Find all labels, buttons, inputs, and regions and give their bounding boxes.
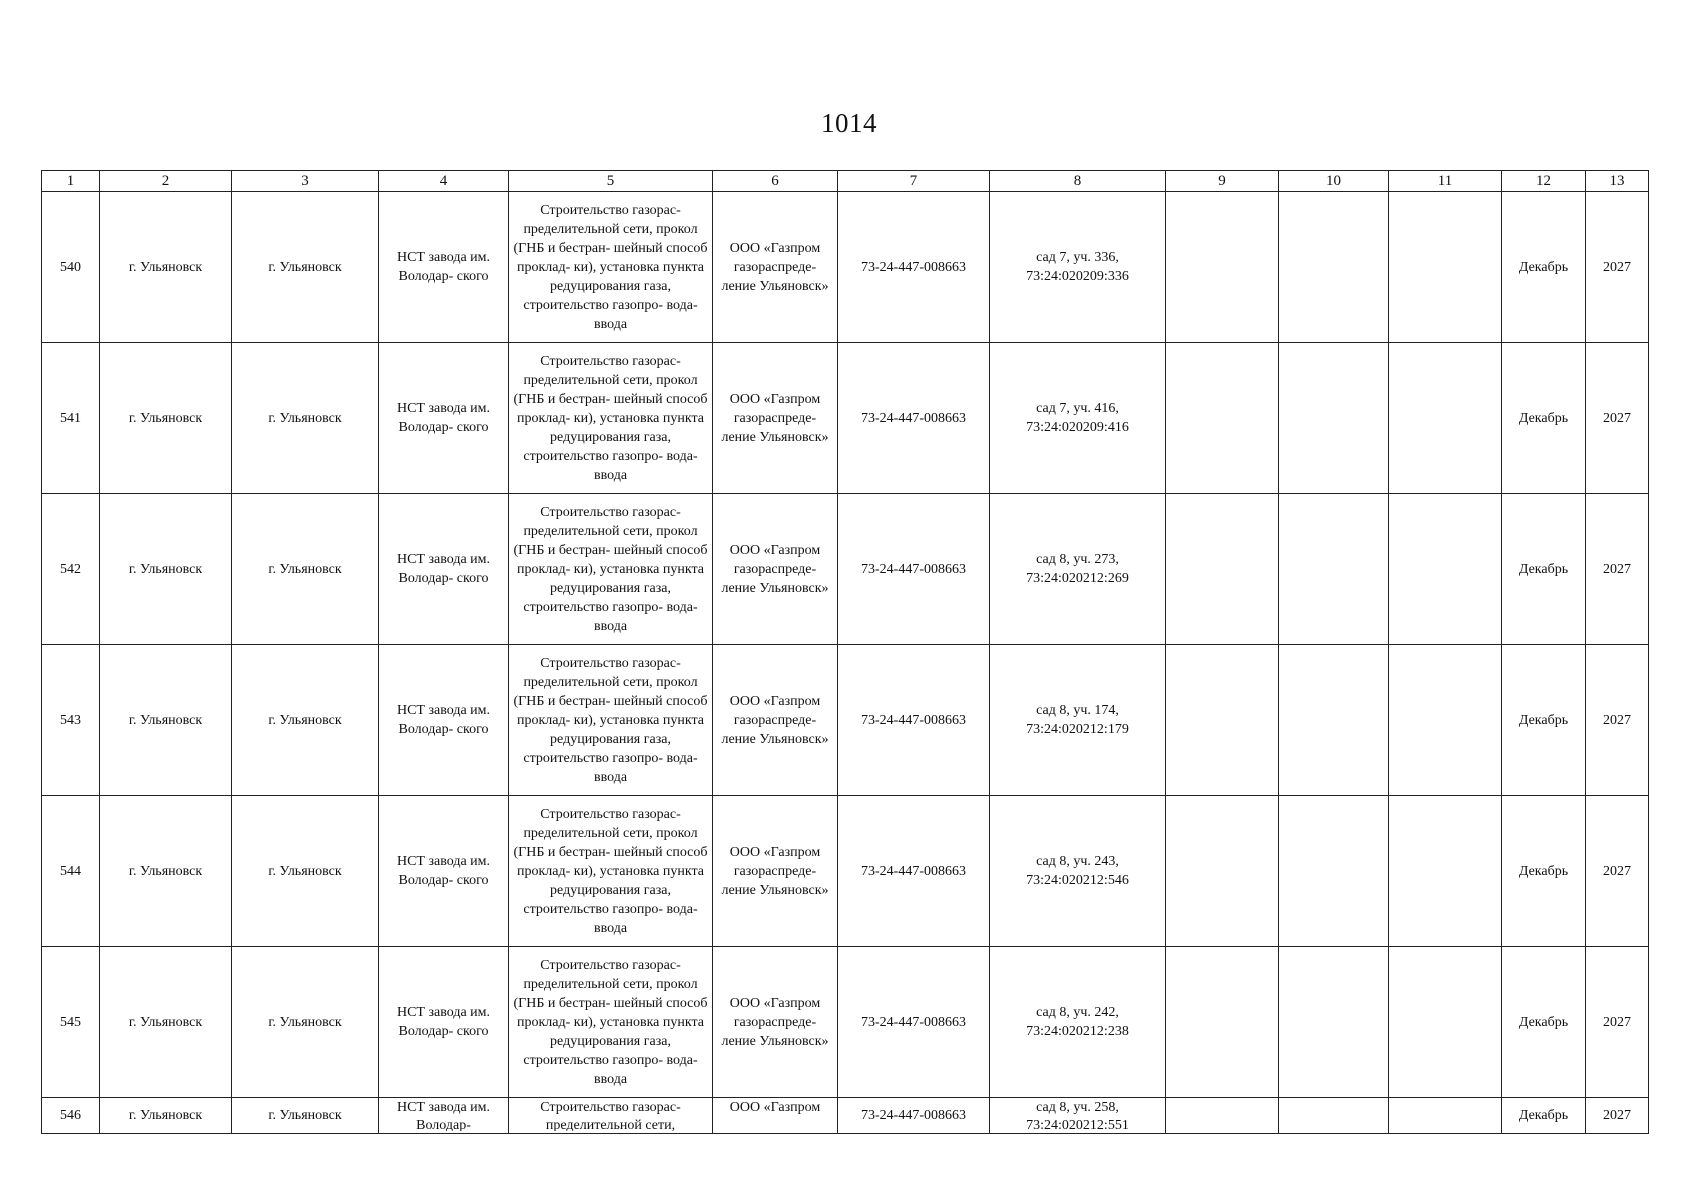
cell-empty — [1389, 192, 1502, 343]
cell-work-type: Строительство газорас- пределительной сети, прокол (ГНБ и бестран- шейный способ проклад- ки), установка пункта редуцирования газа, строительство газопро- вода-ввода — [509, 796, 713, 947]
cell-organization: ООО «Газпром газораспреде- ление Ульяновск» — [713, 494, 838, 645]
cell-month: Декабрь — [1502, 192, 1586, 343]
column-header: 1 — [42, 171, 100, 192]
column-header: 11 — [1389, 171, 1502, 192]
cell-month: Декабрь — [1502, 796, 1586, 947]
row-number: 543 — [42, 645, 100, 796]
cell-empty — [1279, 1098, 1389, 1134]
cell-code: 73-24-447-008663 — [838, 1098, 990, 1134]
cell-empty — [1166, 343, 1279, 494]
table-row — [42, 645, 1649, 796]
cell-settlement: НСТ завода им. Володар- ского — [379, 947, 509, 1098]
register-table — [41, 170, 1649, 1134]
cell-settlement: НСТ завода им. Володар- ского — [379, 796, 509, 947]
cell-address: сад 8, уч. 243, 73:24:020212:546 — [990, 796, 1166, 947]
column-header: 2 — [100, 171, 232, 192]
cell-organization: ООО «Газпром газораспреде- ление Ульяновск» — [713, 192, 838, 343]
cell-work-type: Строительство газорас- пределительной сети, прокол (ГНБ и бестран- шейный способ проклад- ки), установка пункта редуцирования газа, строительство газопро- вода-ввода — [509, 192, 713, 343]
cell-empty — [1166, 947, 1279, 1098]
row-number: 542 — [42, 494, 100, 645]
cell-code: 73-24-447-008663 — [838, 796, 990, 947]
column-header: 5 — [509, 171, 713, 192]
cell-settlement: НСТ завода им. Володар- ского — [379, 645, 509, 796]
page-number: 1014 — [821, 108, 877, 138]
cell-address: сад 8, уч. 273, 73:24:020212:269 — [990, 494, 1166, 645]
table-row — [42, 494, 1649, 645]
cell-work-type — [509, 1098, 713, 1134]
cell-district: г. Ульяновск — [232, 796, 379, 947]
cell-empty — [1389, 1098, 1502, 1134]
column-header: 13 — [1586, 171, 1649, 192]
cell-city: г. Ульяновск — [100, 1098, 232, 1134]
cell-month: Декабрь — [1502, 645, 1586, 796]
column-header: 9 — [1166, 171, 1279, 192]
cell-city: г. Ульяновск — [100, 947, 232, 1098]
cell-empty — [1279, 947, 1389, 1098]
table-row — [42, 192, 1649, 343]
cell-empty — [1166, 494, 1279, 645]
cell-month: Декабрь — [1502, 947, 1586, 1098]
cell-empty — [1279, 192, 1389, 343]
cell-settlement: НСТ завода им. Володар- ского — [379, 343, 509, 494]
cell-work-type: Строительство газорас- пределительной сети, прокол (ГНБ и бестран- шейный способ проклад- ки), установка пункта редуцирования газа, строительство газопро- вода-ввода — [509, 494, 713, 645]
cell-year: 2027 — [1586, 645, 1649, 796]
cell-code: 73-24-447-008663 — [838, 645, 990, 796]
cell-address: сад 7, уч. 336, 73:24:020209:336 — [990, 192, 1166, 343]
column-header: 6 — [713, 171, 838, 192]
cell-organization: ООО «Газпром газораспреде- ление Ульяновск» — [713, 796, 838, 947]
cell-empty — [1279, 343, 1389, 494]
column-header: 12 — [1502, 171, 1586, 192]
cell-address: сад 7, уч. 416, 73:24:020209:416 — [990, 343, 1166, 494]
column-header: 8 — [990, 171, 1166, 192]
cell-month: Декабрь — [1502, 343, 1586, 494]
cell-district: г. Ульяновск — [232, 645, 379, 796]
cell-city: г. Ульяновск — [100, 343, 232, 494]
cell-settlement — [379, 1098, 509, 1134]
cell-address: сад 8, уч. 174, 73:24:020212:179 — [990, 645, 1166, 796]
cell-district: г. Ульяновск — [232, 494, 379, 645]
cell-empty — [1166, 1098, 1279, 1134]
table-row-truncated — [42, 1098, 1649, 1134]
cell-city: г. Ульяновск — [100, 192, 232, 343]
cell-city: г. Ульяновск — [100, 494, 232, 645]
cell-empty — [1166, 645, 1279, 796]
cell-address-text: сад 8, уч. 258, 73:24:020212:551 — [1026, 1100, 1129, 1131]
cell-month: Декабрь — [1502, 1098, 1586, 1134]
cell-district: г. Ульяновск — [232, 947, 379, 1098]
cell-year: 2027 — [1586, 343, 1649, 494]
cell-empty — [1389, 947, 1502, 1098]
cell-city: г. Ульяновск — [100, 796, 232, 947]
cell-work-type: Строительство газорас- пределительной сети, прокол (ГНБ и бестран- шейный способ проклад- ки), установка пункта редуцирования газа, строительство газопро- вода-ввода — [509, 343, 713, 494]
cell-settlement: НСТ завода им. Володар- ского — [379, 494, 509, 645]
cell-district: г. Ульяновск — [232, 343, 379, 494]
cell-organization: ООО «Газпром газораспреде- ление Ульяновск» — [713, 947, 838, 1098]
cell-settlement-text: НСТ завода им. Володар- — [396, 1100, 491, 1131]
cell-empty — [1279, 645, 1389, 796]
cell-empty — [1166, 192, 1279, 343]
cell-empty — [1389, 494, 1502, 645]
row-number: 540 — [42, 192, 100, 343]
cell-work-type: Строительство газорас- пределительной сети, прокол (ГНБ и бестран- шейный способ проклад- ки), установка пункта редуцирования газа, строительство газопро- вода-ввода — [509, 645, 713, 796]
cell-code: 73-24-447-008663 — [838, 343, 990, 494]
cell-empty — [1279, 494, 1389, 645]
cell-address — [990, 1098, 1166, 1134]
column-header: 10 — [1279, 171, 1389, 192]
cell-year: 2027 — [1586, 192, 1649, 343]
table-row — [42, 796, 1649, 947]
header-row — [42, 171, 1649, 192]
row-number: 545 — [42, 947, 100, 1098]
cell-code: 73-24-447-008663 — [838, 494, 990, 645]
cell-year: 2027 — [1586, 947, 1649, 1098]
cell-work-type: Строительство газорас- пределительной сети, прокол (ГНБ и бестран- шейный способ проклад- ки), установка пункта редуцирования газа, строительство газопро- вода-ввода — [509, 947, 713, 1098]
column-header: 7 — [838, 171, 990, 192]
cell-empty — [1389, 343, 1502, 494]
column-header: 3 — [232, 171, 379, 192]
row-number: 544 — [42, 796, 100, 947]
cell-organization: ООО «Газпром газораспреде- ление Ульяновск» — [713, 343, 838, 494]
cell-organization — [713, 1098, 838, 1134]
cell-code: 73-24-447-008663 — [838, 192, 990, 343]
cell-empty — [1389, 645, 1502, 796]
cell-settlement: НСТ завода им. Володар- ского — [379, 192, 509, 343]
cell-year: 2027 — [1586, 494, 1649, 645]
cell-year: 2027 — [1586, 796, 1649, 947]
cell-empty — [1389, 796, 1502, 947]
cell-empty — [1166, 796, 1279, 947]
cell-district: г. Ульяновск — [232, 192, 379, 343]
cell-code: 73-24-447-008663 — [838, 947, 990, 1098]
row-number: 546 — [42, 1098, 100, 1134]
table-row — [42, 947, 1649, 1098]
cell-empty — [1279, 796, 1389, 947]
row-number: 541 — [42, 343, 100, 494]
cell-city: г. Ульяновск — [100, 645, 232, 796]
cell-district: г. Ульяновск — [232, 1098, 379, 1134]
table-row — [42, 343, 1649, 494]
cell-month: Декабрь — [1502, 494, 1586, 645]
cell-address: сад 8, уч. 242, 73:24:020212:238 — [990, 947, 1166, 1098]
cell-work-type-text: Строительство газорас- пределительной сети, — [540, 1100, 681, 1131]
cell-organization: ООО «Газпром газораспреде- ление Ульяновск» — [713, 645, 838, 796]
column-header: 4 — [379, 171, 509, 192]
cell-year: 2027 — [1586, 1098, 1649, 1134]
cell-organization-text: ООО «Газпром — [729, 1100, 821, 1115]
